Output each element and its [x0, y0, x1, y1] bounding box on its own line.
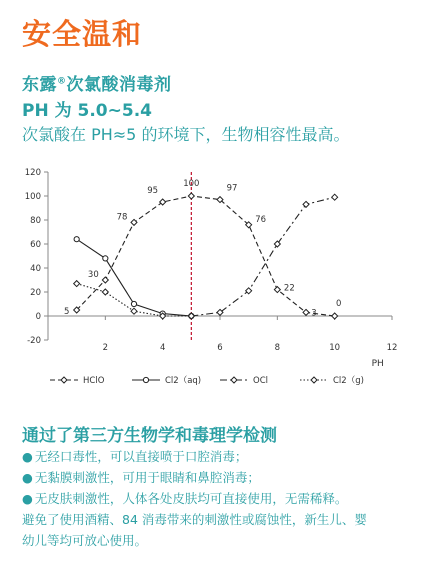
bullet-text: 无皮肤刺激性，人体各处皮肤均可直接使用，无需稀释。 [34, 491, 348, 506]
data-label-hclo: 78 [116, 212, 128, 223]
bullet-dot-icon: ● [22, 470, 33, 485]
y-tick-label: 40 [30, 264, 41, 274]
data-label-hclo: 76 [255, 214, 267, 225]
data-point-cl2-g [102, 289, 108, 295]
ph-range: PH 为 5.0~5.4 [22, 101, 152, 121]
closing-text: 幼儿等均可放心使用。 [22, 533, 148, 548]
x-tick-label: 2 [102, 343, 109, 353]
y-tick-label: 0 [35, 312, 41, 322]
data-label-hclo: 100 [183, 179, 200, 189]
bullet-text: 无黏膜刺激性，可用于眼睛和鼻腔消毒； [34, 470, 260, 485]
x-tick-label: 8 [274, 343, 281, 353]
closing-text: 避免了使用酒精、84 消毒带来的刺激性或腐蚀性，新生儿、婴 [22, 512, 367, 527]
data-label-hclo: 5 [63, 307, 70, 317]
data-point-cl2-aq [74, 237, 79, 242]
product-type: 次氯酸消毒剂 [66, 75, 172, 95]
data-point-hclo [303, 309, 309, 315]
data-label-hclo: 97 [226, 183, 238, 194]
legend-marker-cl2-g [311, 377, 317, 383]
data-label-hclo: 0 [335, 299, 342, 309]
legend-label-cl2-g: Cl2（g) [333, 376, 364, 386]
data-label-hclo: 30 [87, 270, 99, 280]
bullet-text: 无经口毒性，可以直接喷于口腔消毒； [34, 449, 248, 464]
test-section-heading: 通过了第三方生物学和毒理学检测 [22, 426, 277, 446]
legend-label-cl2-aq: Cl2（aq) [165, 376, 202, 386]
data-point-hclo [188, 193, 194, 199]
x-tick-label: 6 [217, 343, 223, 353]
legend-label-hclo: HClO [83, 376, 105, 386]
data-point-ocl [332, 194, 338, 200]
brand-name: 东露 [22, 75, 57, 95]
x-tick-label: 10 [329, 343, 341, 353]
bullet-item [22, 467, 417, 488]
data-point-cl2-g [131, 308, 137, 314]
legend-label-ocl: OCl [253, 376, 268, 386]
y-tick-label: 60 [30, 240, 41, 250]
data-point-cl2-aq [103, 256, 108, 261]
test-results-list [22, 446, 417, 551]
bullet-item [22, 488, 417, 509]
y-tick-label: 80 [30, 216, 41, 226]
x-tick-label: 4 [159, 343, 166, 353]
y-tick-label: -20 [27, 336, 41, 346]
data-label-hclo: 95 [147, 186, 159, 196]
bullet-dot-icon: ● [22, 449, 33, 464]
y-tick-label: 20 [30, 288, 41, 298]
bullet-item [22, 446, 417, 467]
data-point-hclo [332, 313, 338, 319]
x-axis-label: PH [371, 359, 384, 369]
product-description: 次氯酸在 PH≈5 的环境下，生物相容性最高。 [22, 125, 350, 144]
data-point-cl2-g [74, 281, 80, 287]
legend-marker-cl2-aq [143, 377, 148, 382]
data-point-cl2-aq [131, 301, 136, 306]
data-label-hclo: 22 [283, 283, 295, 294]
x-tick-label: 12 [386, 343, 398, 353]
page-title: 安全温和 [22, 17, 143, 51]
data-point-hclo [274, 287, 280, 293]
registered-mark: ® [57, 76, 67, 87]
legend-marker-ocl [231, 377, 237, 383]
series-line-hclo [77, 196, 335, 319]
data-label-hclo: 3 [311, 308, 317, 319]
data-point-hclo [102, 277, 108, 283]
y-tick-label: 120 [24, 168, 41, 178]
bullet-dot-icon: ● [22, 491, 33, 506]
legend-marker-hclo [61, 377, 67, 383]
ph-distribution-chart [0, 160, 425, 400]
y-tick-label: 100 [24, 192, 41, 202]
product-name [22, 70, 172, 95]
